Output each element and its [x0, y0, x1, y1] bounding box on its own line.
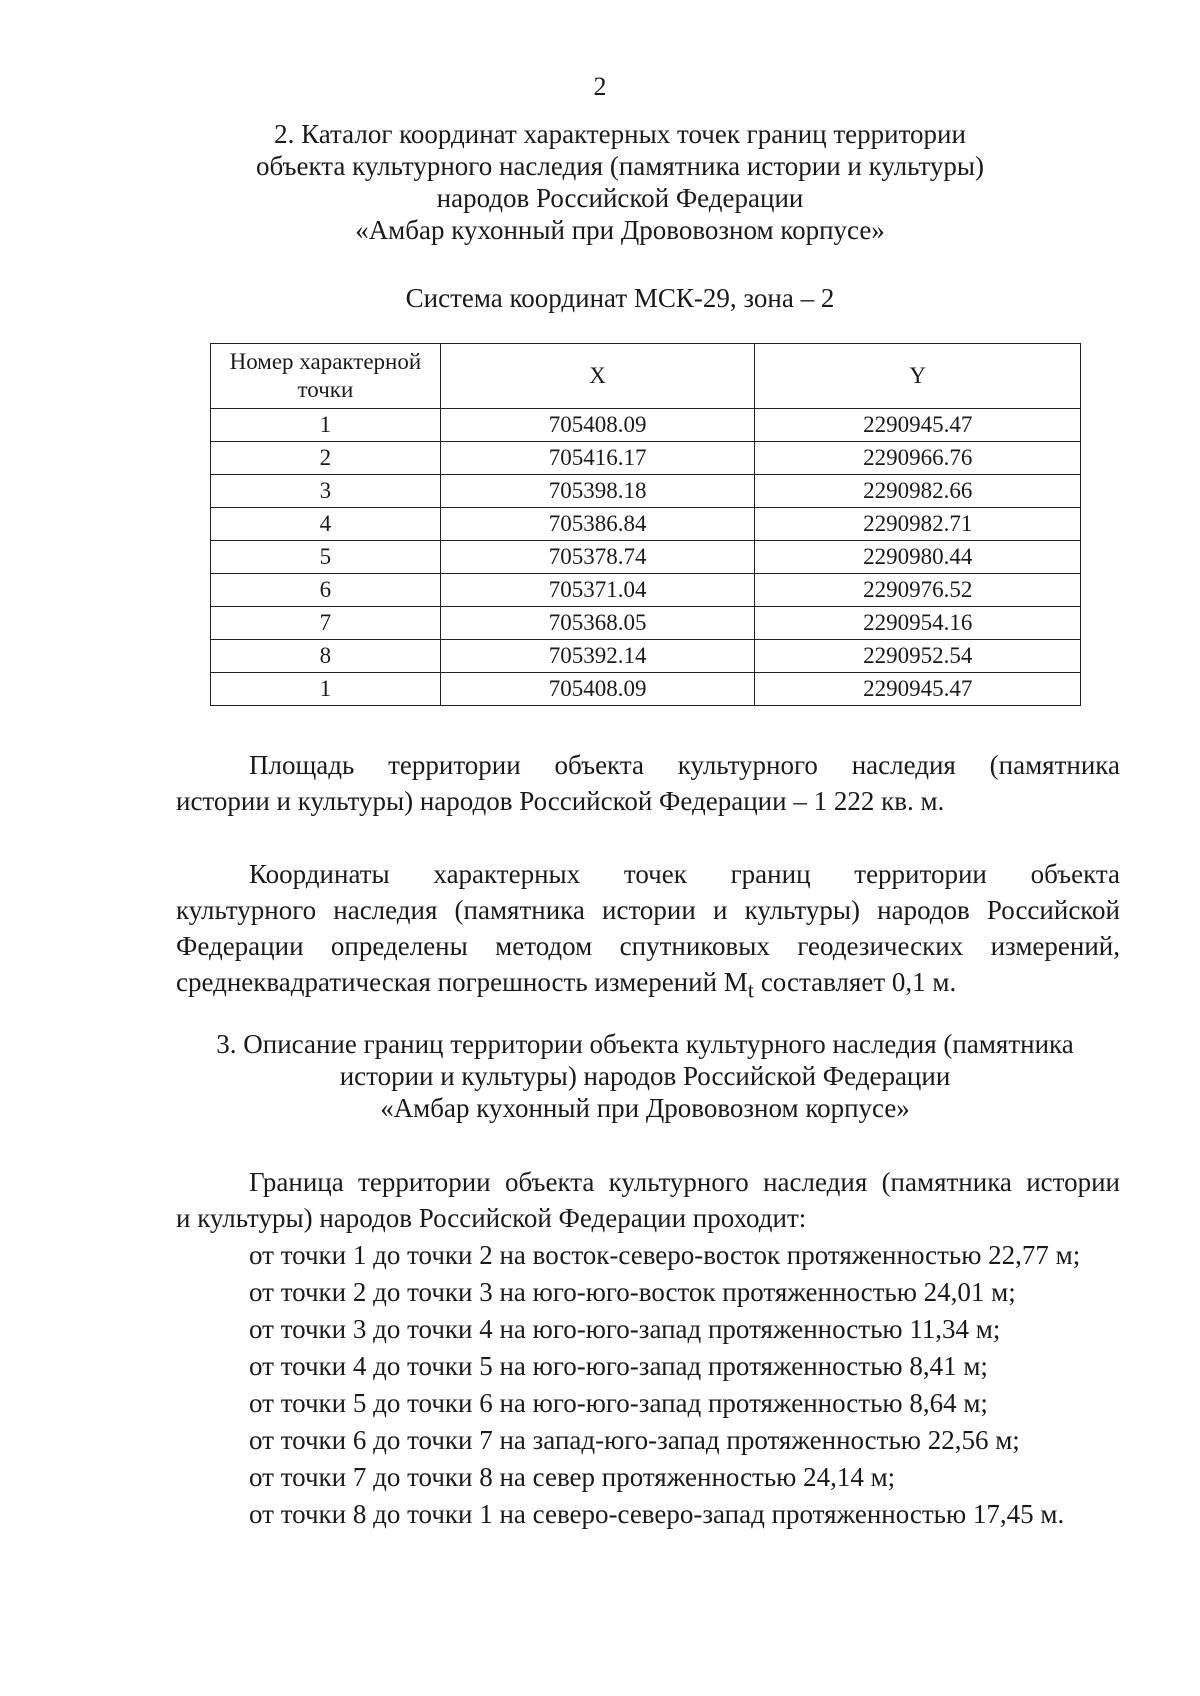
accuracy-text-after: составляет 0,1 м.	[754, 967, 957, 997]
list-item: от точки 6 до точки 7 на запад-юго-запад протяженностью 22,56 м;	[249, 1425, 1020, 1455]
cell-y: 2290980.44	[755, 541, 1081, 574]
paragraph-line: истории и культуры) народов Российской Федерации – 1 222 кв. м.	[176, 786, 945, 816]
cell-x: 705386.84	[440, 508, 755, 541]
cell-point: 1	[211, 409, 441, 442]
section-3-title-line: «Амбар кухонный при Дрововозном корпусе»	[380, 1093, 910, 1123]
page-number: 2	[593, 72, 607, 101]
cell-point: 3	[211, 475, 441, 508]
cell-y: 2290945.47	[755, 673, 1081, 706]
column-header-x: X	[440, 344, 755, 409]
cell-point: 8	[211, 640, 441, 673]
cell-x: 705371.04	[440, 574, 755, 607]
table-row	[211, 442, 1081, 475]
table-row	[211, 607, 1081, 640]
table-row	[211, 673, 1081, 706]
paragraph-line: Координаты характерных точек границ территории объекта	[249, 859, 1120, 889]
list-item: от точки 2 до точки 3 на юго-юго-восток протяженностью 24,01 м;	[249, 1277, 1016, 1307]
list-item: от точки 8 до точки 1 на северо-северо-запад протяженностью 17,45 м.	[249, 1499, 1065, 1529]
table-header-row	[211, 344, 1081, 409]
cell-y: 2290982.71	[755, 508, 1081, 541]
cell-y: 2290952.54	[755, 640, 1081, 673]
cell-point: 2	[211, 442, 441, 475]
section-2-title-line: народов Российской Федерации	[436, 183, 804, 213]
paragraph-line: культурного наследия (памятника истории и культуры) народов Российской	[176, 895, 1120, 925]
paragraph-line: Площадь территории объекта культурного наследия (памятника	[249, 750, 1120, 780]
accuracy-subscript: t	[747, 977, 755, 1003]
cell-y: 2290945.47	[755, 409, 1081, 442]
list-item: от точки 4 до точки 5 на юго-юго-запад протяженностью 8,41 м;	[249, 1351, 988, 1381]
cell-y: 2290976.52	[755, 574, 1081, 607]
section-2-title	[150, 118, 1090, 246]
cell-y: 2290954.16	[755, 607, 1081, 640]
cell-point: 7	[211, 607, 441, 640]
list-item: от точки 3 до точки 4 на юго-юго-запад протяженностью 11,34 м;	[249, 1314, 1001, 1344]
paragraph-line: Граница территории объекта культурного наследия (памятника истории	[249, 1167, 1120, 1197]
cell-y: 2290982.66	[755, 475, 1081, 508]
cell-point: 1	[211, 673, 441, 706]
table-row	[211, 541, 1081, 574]
boundary-paragraph	[176, 1164, 1120, 1236]
paragraph-line: Федерации определены методом спутниковых геодезических измерений,	[176, 931, 1120, 961]
coordinates-table	[210, 343, 1081, 706]
section-3-title-line: истории и культуры) народов Российской Федерации	[339, 1061, 951, 1091]
cell-x: 705408.09	[440, 673, 755, 706]
cell-point: 6	[211, 574, 441, 607]
cell-x: 705392.14	[440, 640, 755, 673]
cell-x: 705368.05	[440, 607, 755, 640]
cell-point: 5	[211, 541, 441, 574]
cell-x: 705408.09	[440, 409, 755, 442]
table-row	[211, 475, 1081, 508]
list-item: от точки 1 до точки 2 на восток-северо-восток протяженностью 22,77 м;	[249, 1240, 1081, 1270]
column-header-y: Y	[755, 344, 1081, 409]
paragraph-line: и культуры) народов Российской Федерации проходит:	[176, 1203, 807, 1233]
coordinate-system-label: Система координат МСК-29, зона – 2	[405, 283, 835, 313]
cell-x: 705378.74	[440, 541, 755, 574]
table-row	[211, 574, 1081, 607]
area-paragraph	[176, 747, 1120, 819]
cell-x: 705416.17	[440, 442, 755, 475]
coordinates-method-paragraph	[176, 856, 1120, 1008]
list-item: от точки 7 до точки 8 на север протяженностью 24,14 м;	[249, 1462, 896, 1492]
boundary-segments-list	[249, 1237, 1149, 1533]
column-header-point: Номер характерной точки	[211, 344, 441, 409]
section-2-title-line: «Амбар кухонный при Дрововозном корпусе»	[355, 215, 885, 245]
table-row	[211, 508, 1081, 541]
paragraph-line	[176, 964, 1120, 1008]
section-3-title	[150, 1028, 1140, 1124]
list-item: от точки 5 до точки 6 на юго-юго-запад протяженностью 8,64 м;	[249, 1388, 988, 1418]
table-row	[211, 409, 1081, 442]
cell-y: 2290966.76	[755, 442, 1081, 475]
section-2-title-line: 2. Каталог координат характерных точек границ территории	[274, 119, 966, 149]
cell-point: 4	[211, 508, 441, 541]
cell-x: 705398.18	[440, 475, 755, 508]
section-3-title-line: 3. Описание границ территории объекта культурного наследия (памятника	[216, 1029, 1074, 1059]
table-row	[211, 640, 1081, 673]
accuracy-text-before: среднеквадратическая погрешность измерений M	[176, 967, 748, 997]
section-2-title-line: объекта культурного наследия (памятника истории и культуры)	[255, 151, 985, 181]
